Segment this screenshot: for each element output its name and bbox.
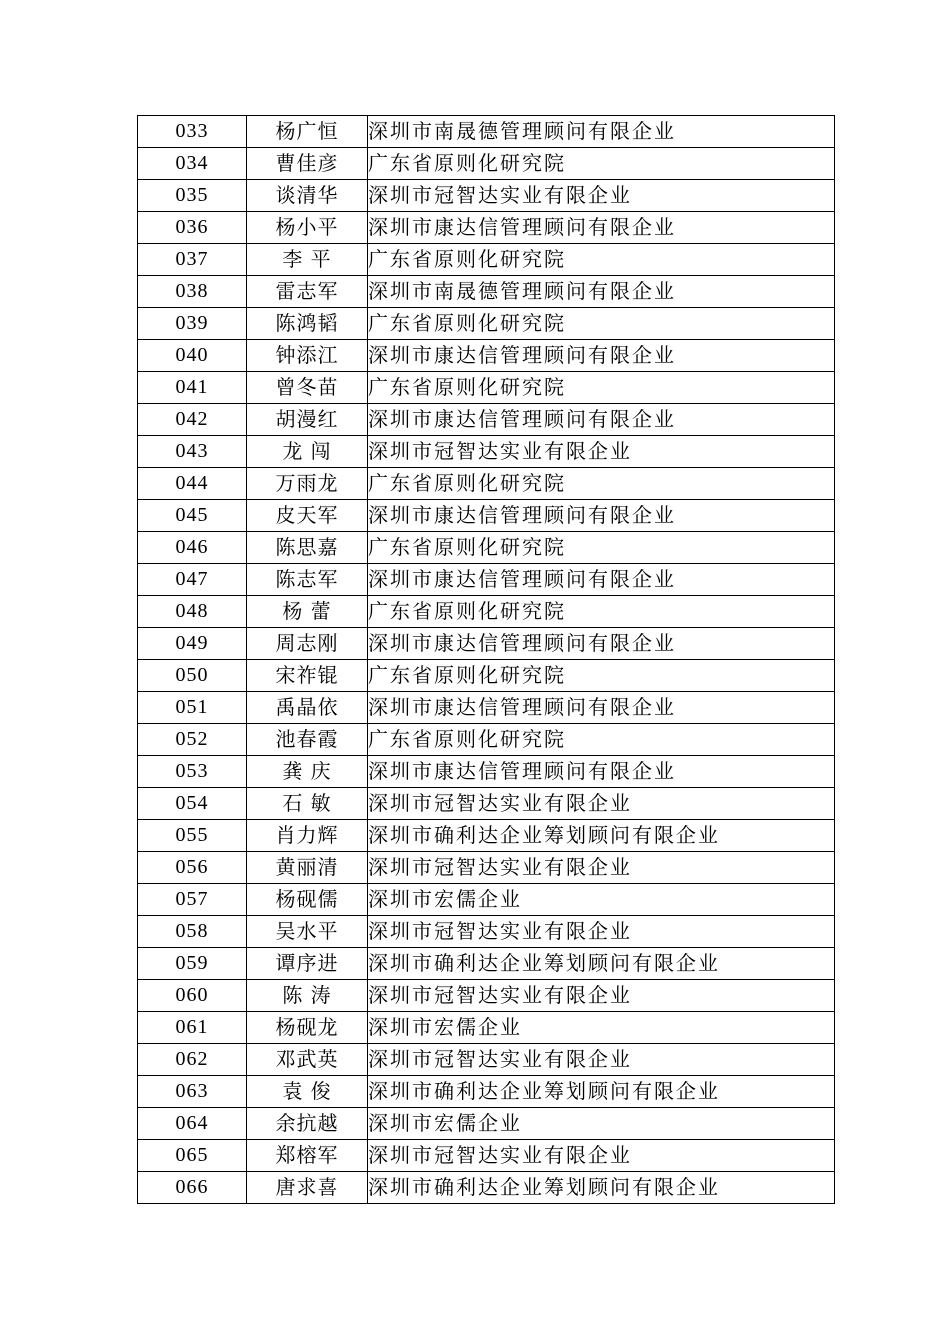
row-number-cell: 062 <box>138 1044 247 1076</box>
table-row <box>138 660 835 692</box>
row-number-cell: 041 <box>138 372 247 404</box>
table-row <box>138 756 835 788</box>
organization-cell: 深圳市康达信管理顾问有限企业 <box>368 404 835 436</box>
table-row <box>138 180 835 212</box>
table-row <box>138 788 835 820</box>
row-number-cell: 063 <box>138 1076 247 1108</box>
row-number-cell: 043 <box>138 436 247 468</box>
table-row <box>138 436 835 468</box>
person-name-cell: 陈 涛 <box>247 980 368 1012</box>
table-row <box>138 500 835 532</box>
organization-cell: 广东省原则化研究院 <box>368 596 835 628</box>
person-name-cell: 陈思嘉 <box>247 532 368 564</box>
row-number-cell: 034 <box>138 148 247 180</box>
organization-cell: 广东省原则化研究院 <box>368 308 835 340</box>
person-name-cell: 杨砚龙 <box>247 1012 368 1044</box>
table-row <box>138 692 835 724</box>
table-row <box>138 148 835 180</box>
row-number-cell: 033 <box>138 116 247 148</box>
row-number-cell: 042 <box>138 404 247 436</box>
person-name-cell: 谭序进 <box>247 948 368 980</box>
person-name-cell: 皮天军 <box>247 500 368 532</box>
organization-cell: 深圳市南晟德管理顾问有限企业 <box>368 276 835 308</box>
table-row <box>138 372 835 404</box>
person-name-cell: 李 平 <box>247 244 368 276</box>
table-row <box>138 1076 835 1108</box>
person-name-cell: 余抗越 <box>247 1108 368 1140</box>
table-row <box>138 980 835 1012</box>
organization-cell: 深圳市确利达企业筹划顾问有限企业 <box>368 1076 835 1108</box>
organization-cell: 深圳市康达信管理顾问有限企业 <box>368 212 835 244</box>
organization-cell: 深圳市康达信管理顾问有限企业 <box>368 340 835 372</box>
person-name-cell: 肖力辉 <box>247 820 368 852</box>
organization-cell: 深圳市冠智达实业有限企业 <box>368 180 835 212</box>
table-row <box>138 276 835 308</box>
person-name-cell: 陈鸿韬 <box>247 308 368 340</box>
row-number-cell: 038 <box>138 276 247 308</box>
table-row <box>138 468 835 500</box>
person-name-cell: 黄丽清 <box>247 852 368 884</box>
row-number-cell: 066 <box>138 1172 247 1204</box>
row-number-cell: 036 <box>138 212 247 244</box>
person-name-cell: 周志刚 <box>247 628 368 660</box>
organization-cell: 广东省原则化研究院 <box>368 148 835 180</box>
organization-cell: 深圳市宏儒企业 <box>368 1012 835 1044</box>
table-row <box>138 884 835 916</box>
row-number-cell: 035 <box>138 180 247 212</box>
row-number-cell: 052 <box>138 724 247 756</box>
organization-cell: 广东省原则化研究院 <box>368 372 835 404</box>
table-row <box>138 212 835 244</box>
row-number-cell: 051 <box>138 692 247 724</box>
row-number-cell: 037 <box>138 244 247 276</box>
person-name-cell: 杨小平 <box>247 212 368 244</box>
person-name-cell: 雷志军 <box>247 276 368 308</box>
person-name-cell: 曾冬苗 <box>247 372 368 404</box>
organization-cell: 深圳市冠智达实业有限企业 <box>368 1140 835 1172</box>
person-name-cell: 杨砚儒 <box>247 884 368 916</box>
row-number-cell: 045 <box>138 500 247 532</box>
organization-cell: 深圳市确利达企业筹划顾问有限企业 <box>368 948 835 980</box>
organization-cell: 深圳市冠智达实业有限企业 <box>368 980 835 1012</box>
table-row <box>138 948 835 980</box>
row-number-cell: 048 <box>138 596 247 628</box>
organization-cell: 广东省原则化研究院 <box>368 532 835 564</box>
organization-cell: 深圳市康达信管理顾问有限企业 <box>368 564 835 596</box>
organization-cell: 广东省原则化研究院 <box>368 724 835 756</box>
row-number-cell: 060 <box>138 980 247 1012</box>
organization-cell: 深圳市南晟德管理顾问有限企业 <box>368 116 835 148</box>
table-row <box>138 820 835 852</box>
person-name-cell: 龙 闯 <box>247 436 368 468</box>
table-row <box>138 532 835 564</box>
organization-cell: 广东省原则化研究院 <box>368 244 835 276</box>
person-name-cell: 陈志军 <box>247 564 368 596</box>
organization-cell: 深圳市冠智达实业有限企业 <box>368 852 835 884</box>
row-number-cell: 064 <box>138 1108 247 1140</box>
person-name-cell: 龚 庆 <box>247 756 368 788</box>
organization-cell: 广东省原则化研究院 <box>368 468 835 500</box>
organization-cell: 深圳市确利达企业筹划顾问有限企业 <box>368 820 835 852</box>
organization-cell: 深圳市冠智达实业有限企业 <box>368 916 835 948</box>
person-name-cell: 禹晶依 <box>247 692 368 724</box>
person-name-cell: 邓武英 <box>247 1044 368 1076</box>
table-row <box>138 628 835 660</box>
person-name-cell: 杨 蕾 <box>247 596 368 628</box>
organization-cell: 深圳市冠智达实业有限企业 <box>368 788 835 820</box>
table-row <box>138 1140 835 1172</box>
table-row <box>138 404 835 436</box>
row-number-cell: 061 <box>138 1012 247 1044</box>
table-row <box>138 1108 835 1140</box>
organization-cell: 深圳市冠智达实业有限企业 <box>368 1044 835 1076</box>
table-row <box>138 724 835 756</box>
organization-cell: 广东省原则化研究院 <box>368 660 835 692</box>
row-number-cell: 059 <box>138 948 247 980</box>
table-row <box>138 1172 835 1204</box>
person-name-cell: 宋祚锟 <box>247 660 368 692</box>
row-number-cell: 039 <box>138 308 247 340</box>
organization-cell: 深圳市康达信管理顾问有限企业 <box>368 756 835 788</box>
row-number-cell: 058 <box>138 916 247 948</box>
table-row <box>138 308 835 340</box>
person-name-cell: 曹佳彦 <box>247 148 368 180</box>
table-row <box>138 1044 835 1076</box>
table-row <box>138 916 835 948</box>
row-number-cell: 046 <box>138 532 247 564</box>
table-row <box>138 852 835 884</box>
person-name-cell: 吴水平 <box>247 916 368 948</box>
organization-cell: 深圳市宏儒企业 <box>368 1108 835 1140</box>
table-row <box>138 596 835 628</box>
organization-cell: 深圳市宏儒企业 <box>368 884 835 916</box>
person-name-cell: 池春霞 <box>247 724 368 756</box>
table-row <box>138 244 835 276</box>
row-number-cell: 055 <box>138 820 247 852</box>
person-name-cell: 唐求喜 <box>247 1172 368 1204</box>
person-name-cell: 万雨龙 <box>247 468 368 500</box>
row-number-cell: 044 <box>138 468 247 500</box>
person-name-cell: 袁 俊 <box>247 1076 368 1108</box>
row-number-cell: 057 <box>138 884 247 916</box>
person-name-cell: 谈清华 <box>247 180 368 212</box>
roster-table <box>137 115 835 1204</box>
person-name-cell: 石 敏 <box>247 788 368 820</box>
table-row <box>138 340 835 372</box>
person-name-cell: 郑榕军 <box>247 1140 368 1172</box>
row-number-cell: 056 <box>138 852 247 884</box>
organization-cell: 深圳市康达信管理顾问有限企业 <box>368 500 835 532</box>
table-row <box>138 116 835 148</box>
row-number-cell: 050 <box>138 660 247 692</box>
person-name-cell: 胡漫红 <box>247 404 368 436</box>
person-name-cell: 钟添江 <box>247 340 368 372</box>
row-number-cell: 047 <box>138 564 247 596</box>
person-name-cell: 杨广恒 <box>247 116 368 148</box>
row-number-cell: 049 <box>138 628 247 660</box>
table-row <box>138 1012 835 1044</box>
roster-table-body <box>138 116 835 1204</box>
organization-cell: 深圳市冠智达实业有限企业 <box>368 436 835 468</box>
row-number-cell: 065 <box>138 1140 247 1172</box>
row-number-cell: 040 <box>138 340 247 372</box>
organization-cell: 深圳市确利达企业筹划顾问有限企业 <box>368 1172 835 1204</box>
row-number-cell: 053 <box>138 756 247 788</box>
row-number-cell: 054 <box>138 788 247 820</box>
table-row <box>138 564 835 596</box>
organization-cell: 深圳市康达信管理顾问有限企业 <box>368 628 835 660</box>
organization-cell: 深圳市康达信管理顾问有限企业 <box>368 692 835 724</box>
